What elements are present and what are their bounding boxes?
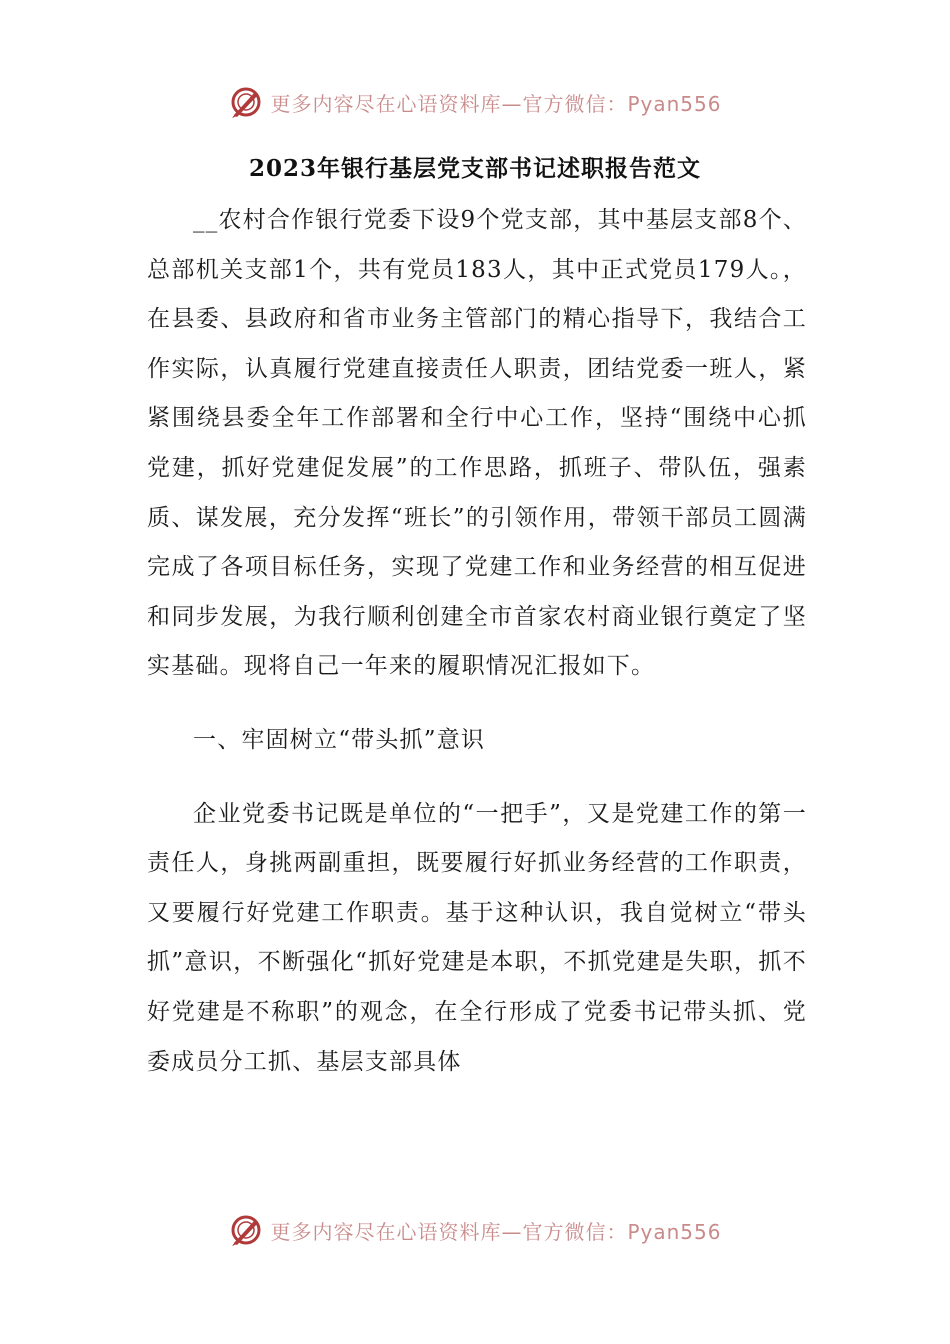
watermark-banner-top xyxy=(0,80,950,124)
paragraph-section-1: 企业党委书记既是单位的“一把手”，又是党建工作的第一责任人，身挑两副重担，既要履行好抓业务经营的工作职责，又要履行好党建工作职责。基于这种认识，我自觉树立“带头抓”意识，不断强化“抓好党建是本职，不抓党建是失职，抓不好党建是不称职”的观念，在全行形成了党委书记带头抓、党委成员分工抓、基层支部具体 xyxy=(147,800,807,1075)
paragraph-intro: __农村合作银行党委下设9个党支部，其中基层支部8个、总部机关支部1个，共有党员183人，其中正式党员179人。，在县委、县政府和省市业务主管部门的精心指导下，我结合工作实际，认真履行党建直接责任人职责，团结党委一班人，紧紧围绕县委全年工作部署和全行中心工作，坚持“围绕中心抓党建，抓好党建促发展”的工作思路，抓班子、带队伍，强素质、谋发展，充分发挥“班长”的引领作用，带领干部员工圆满完成了各项目标任务，实现了党建工作和业务经营的相互促进和同步发展，为我行顺利创建全市首家农村商业银行奠定了坚实基础。现将自己一年来的履职情况汇报如下。 xyxy=(147,207,807,680)
watermark-text: 更多内容尽在心语资料库—官方微信：Pyan556 xyxy=(270,1219,722,1244)
watermark-banner-bottom xyxy=(0,1208,950,1252)
watermark-text: 更多内容尽在心语资料库—官方微信：Pyan556 xyxy=(270,91,722,116)
pen-logo-icon xyxy=(228,1212,264,1248)
section-heading: 一、牢固树立“带头抓”意识 xyxy=(193,726,486,753)
pen-logo-icon xyxy=(228,84,264,120)
document-title: 2023年银行基层党支部书记述职报告范文 xyxy=(248,155,701,182)
document-body xyxy=(147,196,807,1087)
